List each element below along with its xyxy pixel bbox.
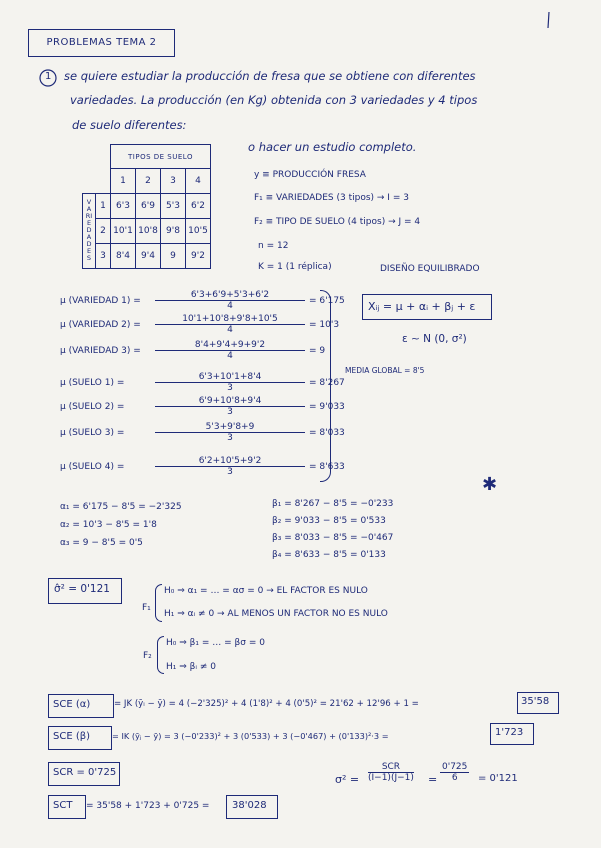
note-f2: F₂ ≡ TIPO DE SUELO (4 tipos) → J = 4 bbox=[254, 217, 421, 227]
table-cell: 8'4 bbox=[111, 243, 136, 268]
beta-1: β₁ = 8'267 − 8'5 = −0'233 bbox=[272, 499, 394, 509]
mean-denominator: 4 bbox=[227, 351, 233, 361]
mean-row bbox=[60, 314, 339, 335]
note-study: o hacer un estudio completo. bbox=[248, 140, 417, 154]
table-row bbox=[83, 218, 211, 243]
mean-result: = 6'175 bbox=[309, 295, 345, 306]
row-index: 2 bbox=[96, 218, 111, 243]
model-equation: Xᵢⱼ = μ + αᵢ + βⱼ + ε bbox=[368, 300, 476, 313]
hyp-f1-brace bbox=[155, 584, 162, 622]
table-cell: 9'4 bbox=[136, 243, 161, 268]
mean-result: = 8'633 bbox=[309, 461, 345, 472]
problem-line-3: de suelo diferentes: bbox=[72, 118, 187, 132]
mean-result: = 8'033 bbox=[309, 427, 345, 438]
col-header: 4 bbox=[186, 169, 211, 194]
mean-row bbox=[60, 290, 345, 311]
note-n: n = 12 bbox=[258, 241, 289, 251]
sigma-formula-result: = 0'121 bbox=[478, 773, 518, 784]
mean-row bbox=[60, 372, 345, 393]
sct-expr: = 35'58 + 1'723 + 0'725 = bbox=[86, 801, 210, 811]
mean-row bbox=[60, 396, 345, 417]
alpha-3: α₃ = 9 − 8'5 = 0'5 bbox=[60, 538, 143, 548]
mean-numerator: 8'4+9'4+9+9'2 bbox=[155, 340, 305, 351]
sct-result: 38'028 bbox=[232, 800, 267, 811]
mean-fraction bbox=[155, 290, 305, 311]
sce-alpha-label: SCE (α) bbox=[53, 699, 91, 710]
table-row bbox=[83, 193, 211, 218]
sigma-formula-num-1: SCR bbox=[368, 762, 414, 773]
table-cell: 10'5 bbox=[186, 218, 211, 243]
sce-alpha-expr: = JK (ȳᵢ − ȳ) = 4 (−2'325)² + 4 (1'8)² + 4 (0'5)² = 21'62 + 12'96 + 1 = bbox=[114, 699, 419, 709]
global-mean: MEDIA GLOBAL = 8'5 bbox=[345, 366, 425, 375]
mean-result: = 8'267 bbox=[309, 377, 345, 388]
sigma-formula-den-2: 6 bbox=[451, 773, 458, 783]
hyp-f2-h1: H₁ ⇒ βᵢ ≠ 0 bbox=[166, 662, 216, 672]
sce-beta-label: SCE (β) bbox=[53, 731, 91, 742]
mean-numerator: 6'9+10'8+9'4 bbox=[155, 396, 305, 407]
sigma-formula-frac-1 bbox=[368, 762, 414, 783]
hyp-f1-h1: H₁ ⇒ αᵢ ≠ 0 → AL MENOS UN FACTOR NO ES NULO bbox=[164, 609, 388, 619]
note-y: y ≡ PRODUCCIÓN FRESA bbox=[254, 170, 366, 180]
mean-fraction bbox=[155, 372, 305, 393]
sce-alpha-result: 35'58 bbox=[521, 696, 550, 707]
hyp-f2-brace bbox=[157, 636, 164, 674]
production-table bbox=[82, 144, 211, 269]
table-cell: 10'1 bbox=[111, 218, 136, 243]
mean-numerator: 6'2+10'5+9'2 bbox=[155, 456, 305, 467]
mean-denominator: 3 bbox=[227, 433, 233, 443]
page-title: PROBLEMAS TEMA 2 bbox=[28, 29, 175, 57]
mean-label: μ (SUELO 2) = bbox=[60, 401, 125, 412]
table-cell: 6'2 bbox=[186, 193, 211, 218]
table-cell: 9 bbox=[161, 243, 186, 268]
sct-label: SCT bbox=[53, 800, 73, 811]
row-index: 1 bbox=[96, 193, 111, 218]
table-cell: 9'2 bbox=[186, 243, 211, 268]
mean-label: μ (VARIEDAD 3) = bbox=[60, 345, 141, 356]
alpha-1: α₁ = 6'175 − 8'5 = −2'325 bbox=[60, 502, 182, 512]
mean-row bbox=[60, 456, 345, 477]
table-cell: 6'3 bbox=[111, 193, 136, 218]
sigma-formula-lhs: σ² = bbox=[335, 773, 360, 786]
table-row bbox=[83, 243, 211, 268]
col-header: 2 bbox=[136, 169, 161, 194]
beta-2: β₂ = 9'033 − 8'5 = 0'533 bbox=[272, 516, 386, 526]
mean-denominator: 3 bbox=[227, 383, 233, 393]
mean-label: μ (VARIEDAD 2) = bbox=[60, 319, 141, 330]
sigma-formula-num-2: 0'725 bbox=[442, 762, 468, 772]
mean-label: μ (SUELO 4) = bbox=[60, 461, 125, 472]
means-brace bbox=[320, 290, 331, 482]
table-cell: 6'9 bbox=[136, 193, 161, 218]
beta-3: β₃ = 8'033 − 8'5 = −0'467 bbox=[272, 533, 394, 543]
mean-fraction bbox=[155, 422, 305, 443]
mean-label: μ (VARIEDAD 1) = bbox=[60, 295, 141, 306]
problem-line-1: se quiere estudiar la producción de fresa que se obtiene con diferentes bbox=[64, 69, 476, 83]
mean-result: = 9 bbox=[309, 345, 326, 356]
mean-numerator: 5'3+9'8+9 bbox=[155, 422, 305, 433]
col-header: 3 bbox=[161, 169, 186, 194]
vertical-label-text: VARIEDADES bbox=[85, 198, 93, 262]
beta-4: β₄ = 8'633 − 8'5 = 0'133 bbox=[272, 550, 386, 560]
mean-row bbox=[60, 422, 345, 443]
col-header: 1 bbox=[111, 169, 136, 194]
mean-fraction bbox=[155, 456, 305, 477]
note-k: K = 1 (1 réplica) bbox=[258, 262, 332, 272]
sigma-formula-eq: = bbox=[428, 773, 438, 786]
mean-fraction bbox=[155, 340, 305, 361]
mean-label: μ (SUELO 3) = bbox=[60, 427, 125, 438]
mean-result: = 10'3 bbox=[309, 319, 340, 330]
mean-result: = 9'033 bbox=[309, 401, 345, 412]
mean-numerator: 6'3+10'1+8'4 bbox=[155, 372, 305, 383]
mean-denominator: 3 bbox=[227, 407, 233, 417]
mean-denominator: 3 bbox=[227, 467, 233, 477]
mean-numerator: 10'1+10'8+9'8+10'5 bbox=[155, 314, 305, 325]
mean-fraction bbox=[155, 314, 305, 335]
row-index: 3 bbox=[96, 243, 111, 268]
mean-denominator: 4 bbox=[227, 325, 233, 335]
mean-numerator: 6'3+6'9+5'3+6'2 bbox=[155, 290, 305, 301]
hyp-f1-label: F₁ bbox=[142, 603, 151, 613]
note-f1: F₁ ≡ VARIEDADES (3 tipos) → I = 3 bbox=[254, 193, 409, 203]
model-error: ε ∼ N (0, σ²) bbox=[402, 333, 467, 345]
problem-line-2: variedades. La producción (en Kg) obtenida con 3 variedades y 4 tipos bbox=[70, 93, 478, 107]
sigma-hat: σ̂² = 0'121 bbox=[54, 583, 110, 595]
hyp-f2-h0: H₀ ⇒ β₁ = … = βσ = 0 bbox=[166, 638, 265, 648]
problem-number: 1 bbox=[45, 71, 52, 82]
table-cell: 5'3 bbox=[161, 193, 186, 218]
sigma-formula-frac-2 bbox=[440, 762, 469, 783]
scr: SCR = 0'725 bbox=[53, 767, 117, 778]
hyp-f1-h0: H₀ ⇒ α₁ = … = ασ = 0 → EL FACTOR ES NULO bbox=[164, 586, 368, 596]
vertical-label bbox=[83, 193, 96, 268]
sce-beta-result: 1'723 bbox=[495, 727, 524, 738]
pen-mark-icon bbox=[546, 10, 552, 30]
mean-fraction bbox=[155, 396, 305, 417]
mean-row bbox=[60, 340, 325, 361]
table-cell: 10'8 bbox=[136, 218, 161, 243]
note-design: DISEÑO EQUILIBRADO bbox=[380, 264, 480, 274]
sce-beta-expr: = IK (ȳⱼ − ȳ) = 3 (−0'233)² + 3 (0'533) + 3 (−0'467) + (0'133)²·3 = bbox=[112, 731, 389, 741]
star-icon: ✱ bbox=[482, 474, 498, 495]
table-header: TIPOS DE SUELO bbox=[111, 145, 211, 169]
mean-denominator: 4 bbox=[227, 301, 233, 311]
sigma-formula-den-1: (I−1)(J−1) bbox=[368, 773, 414, 783]
alpha-2: α₂ = 10'3 − 8'5 = 1'8 bbox=[60, 520, 157, 530]
table-cell: 9'8 bbox=[161, 218, 186, 243]
hyp-f2-label: F₂ bbox=[143, 651, 152, 661]
mean-label: μ (SUELO 1) = bbox=[60, 377, 125, 388]
